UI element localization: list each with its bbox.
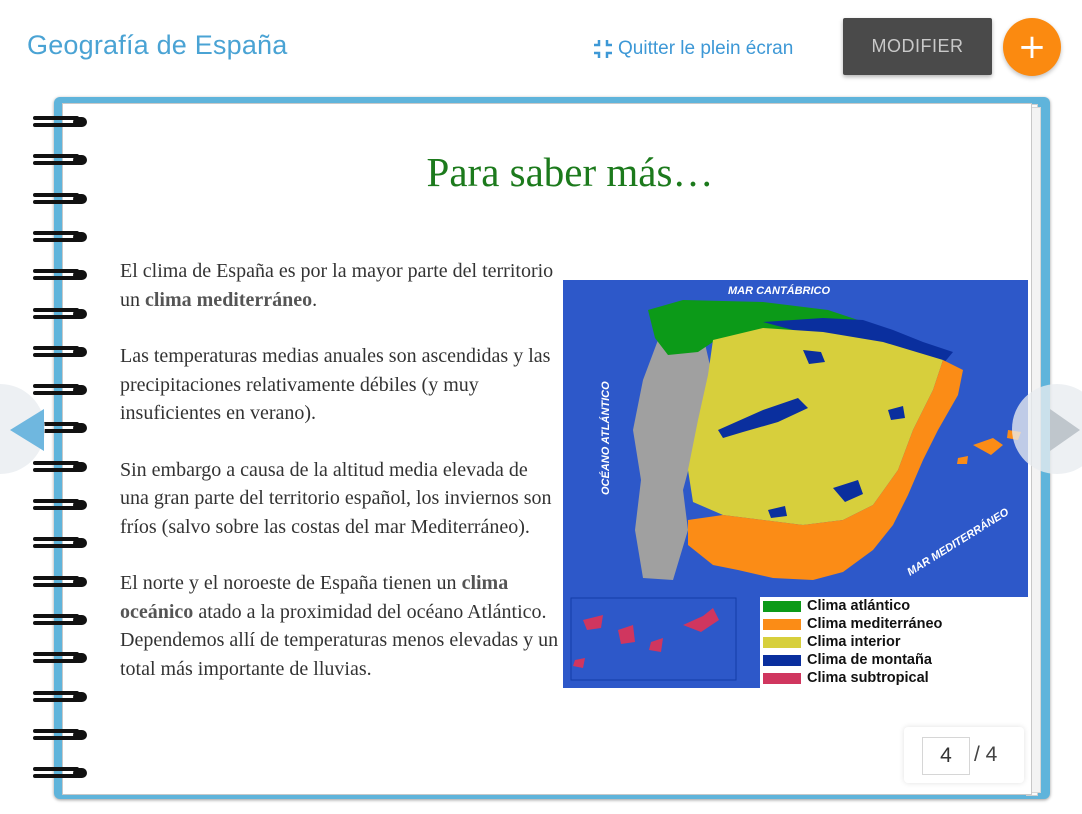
paragraph: Sin embargo a causa de la altitud media elevada de una gran parte del territorio español, los inviernos son fríos (salvo sobre las costas del mar Mediterráneo). (120, 458, 552, 538)
page-total: / 4 (974, 743, 998, 766)
modify-button[interactable]: MODIFIER (843, 18, 992, 75)
slide-text (120, 257, 560, 711)
legend-swatch (763, 619, 801, 630)
spiral-ring (33, 384, 89, 396)
spiral-ring (33, 729, 89, 741)
legend-swatch (763, 673, 801, 684)
spiral-ring (33, 269, 89, 281)
legend-item: Clima interior (760, 633, 1028, 651)
spiral-ring (33, 461, 89, 473)
exit-fullscreen-icon (592, 38, 614, 60)
paragraph: El norte y el noroeste de España tienen un clima oceánico atado a la proximidad del océano Atlántico. Dependemos allí de temperaturas menos elevadas y un total más importante de lluvias. (120, 572, 559, 680)
legend-item: Clima subtropical (760, 669, 1028, 687)
app-title: Geografía de España (27, 30, 288, 60)
legend-swatch (763, 601, 801, 612)
page-number-input[interactable]: 4 (922, 737, 970, 775)
paragraph: Las temperaturas medias anuales son ascendidas y las precipitaciones relativamente débiles (y muy insuficientes en verano). (120, 345, 551, 424)
legend-item: Clima mediterráneo (760, 615, 1028, 633)
map-label-north: MAR CANTÁBRICO (728, 285, 831, 297)
map-label-west: OCÉANO ATLÁNTICO (600, 381, 612, 495)
spiral-ring (33, 231, 89, 243)
spiral-ring (33, 576, 89, 588)
legend-item: Clima de montaña (760, 651, 1028, 669)
legend-swatch (763, 655, 801, 666)
map-label-east: MAR MEDITERRÁNEO (905, 506, 1012, 579)
spiral-ring (33, 691, 89, 703)
spiral-ring (33, 116, 89, 128)
exit-fullscreen-link[interactable] (592, 38, 793, 60)
spiral-ring (33, 346, 89, 358)
paragraph: El clima de España es por la mayor parte del territorio un clima mediterráneo. (120, 260, 554, 311)
add-button[interactable]: + (1003, 18, 1061, 76)
spiral-ring (33, 767, 89, 779)
arrow-right-icon (1050, 409, 1080, 451)
spiral-ring (33, 614, 89, 626)
spiral-ring (33, 499, 89, 511)
spiral-ring (33, 308, 89, 320)
spiral-ring (33, 193, 89, 205)
map-legend (760, 597, 1028, 689)
legend-swatch (763, 637, 801, 648)
legend-item: Clima atlántico (760, 597, 1028, 615)
spiral-ring (33, 154, 89, 166)
arrow-left-icon (10, 409, 44, 451)
exit-fullscreen-label: Quitter le plein écran (618, 38, 794, 59)
spiral-ring (33, 652, 89, 664)
page-counter (904, 727, 1024, 783)
slide-title: Para saber más… (426, 149, 714, 195)
spiral-ring (33, 537, 89, 549)
